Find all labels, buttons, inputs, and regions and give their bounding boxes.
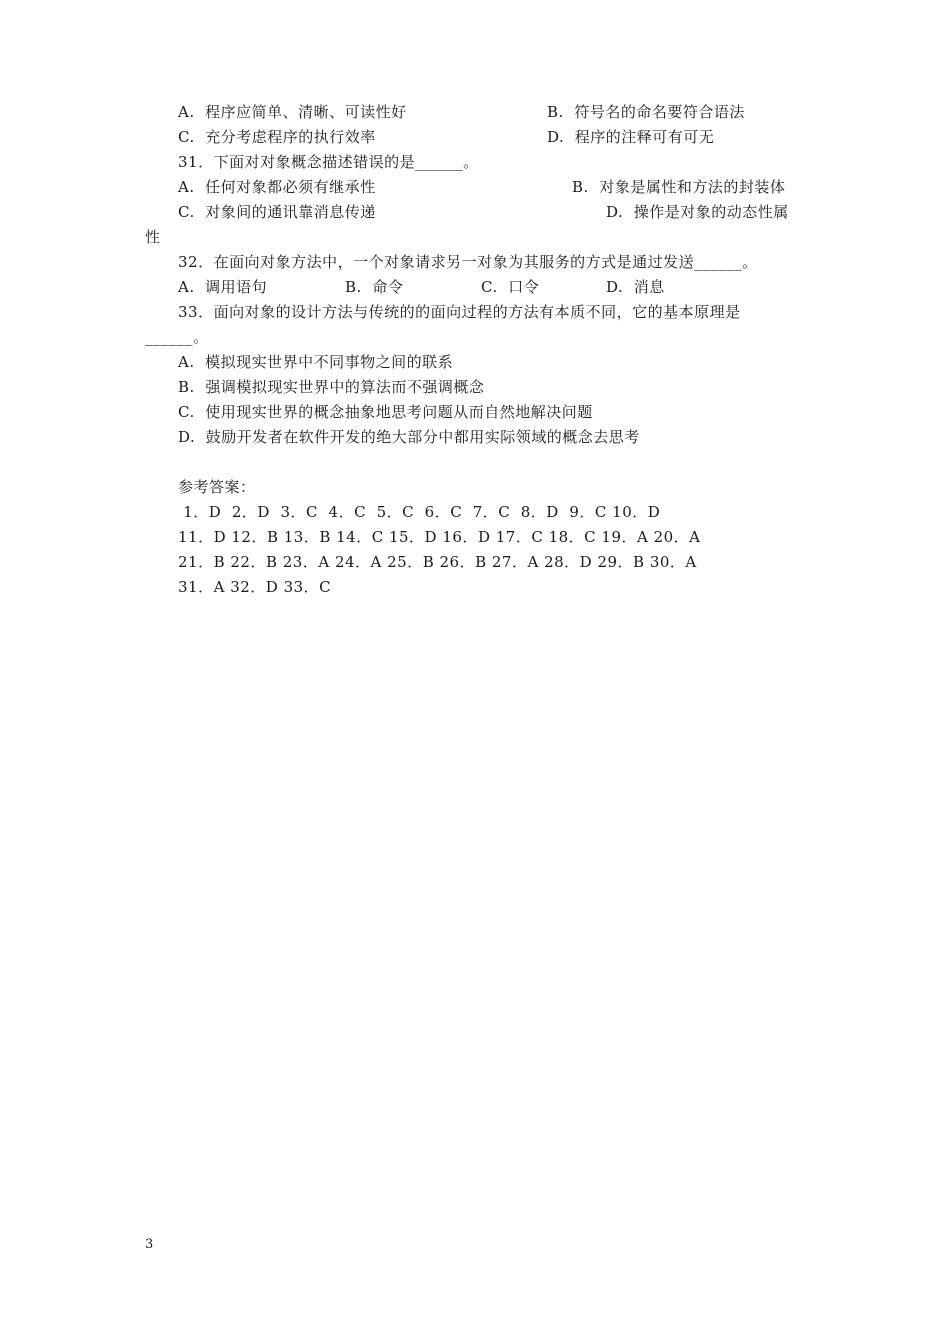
q32-question: 32．在面向对象方法中，一个对象请求另一对象为其服务的方式是通过发送______。 (178, 253, 758, 271)
q33-option-c: C. 使用现实世界的概念抽象地思考问题从而自然地解决问题 (178, 403, 593, 421)
q33-question: 33．面向对象的设计方法与传统的的面向过程的方法有本质不同，它的基本原理是 (178, 303, 741, 321)
q30-option-a: A. 程序应简单、清晰、可读性好 (178, 103, 407, 121)
q32-option-b: B. 命令 (345, 278, 404, 296)
q31-option-d: D. 操作是对象的动态性属 (606, 203, 789, 221)
q33-question-continued: ______。 (145, 328, 209, 346)
q32-option-d: D. 消息 (606, 278, 665, 296)
q31-option-d-continued: 性 (145, 228, 161, 246)
q31-option-b: B. 对象是属性和方法的封装体 (572, 178, 786, 196)
page-number: 3 (145, 1237, 154, 1252)
q31-option-a: A. 任何对象都必须有继承性 (178, 178, 376, 196)
q30-option-c: C. 充分考虑程序的执行效率 (178, 128, 376, 146)
q30-option-d: D. 程序的注释可有可无 (547, 128, 715, 146)
q32-option-a: A. 调用语句 (178, 278, 268, 296)
q30-option-b: B. 符号名的命名要符合语法 (547, 103, 745, 121)
answers-heading: 参考答案： (178, 478, 256, 496)
q33-option-d: D. 鼓励开发者在软件开发的绝大部分中都用实际领域的概念去思考 (178, 428, 640, 446)
answers-row-4: 31．A 32．D 33．C (178, 578, 332, 596)
q33-option-b: B. 强调模拟现实世界中的算法而不强调概念 (178, 378, 485, 396)
q31-option-c: C. 对象间的通讯靠消息传递 (178, 203, 376, 221)
answers-row-2: 11．D 12．B 13．B 14．C 15．D 16．D 17．C 18．C 19．A 20．A (178, 528, 701, 546)
answers-row-3: 21．B 22．B 23．A 24．A 25．B 26．B 27．A 28．D 29．B 30．A (178, 553, 697, 571)
q31-question: 31．下面对对象概念描述错误的是______。 (178, 153, 479, 171)
answers-row-1: 1．D 2．D 3．C 4．C 5．C 6．C 7．C 8．D 9．C 10．D (178, 503, 661, 521)
q32-option-c: C. 口令 (481, 278, 540, 296)
q33-option-a: A. 模拟现实世界中不同事物之间的联系 (178, 353, 454, 371)
